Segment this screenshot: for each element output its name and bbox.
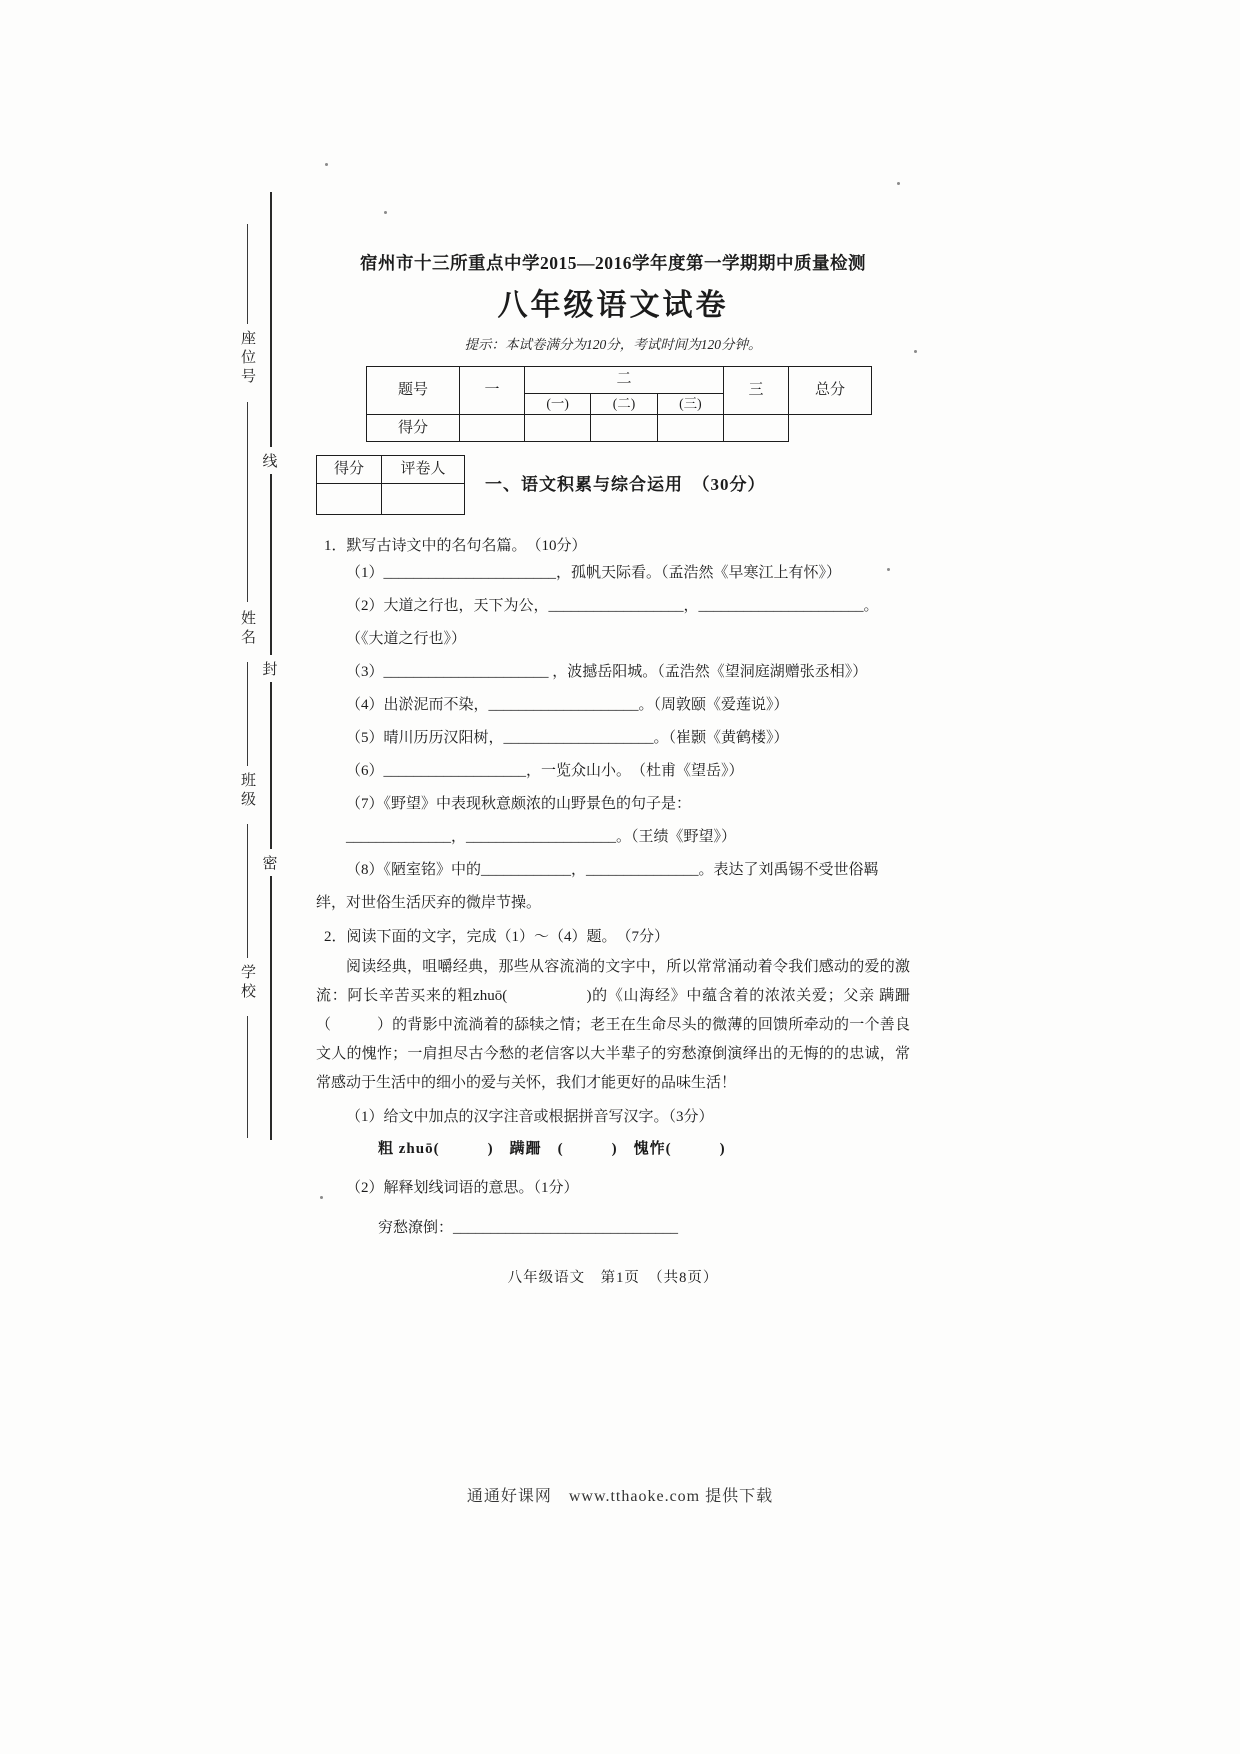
- score-cell: [591, 414, 657, 441]
- question1-line: （3）______________________ ，波撼岳阳城。（孟浩然《望洞庭湖赠张丞相》）: [346, 664, 868, 681]
- question1-stem: 1．默写古诗文中的名句名篇。 （10分）: [324, 537, 587, 554]
- scan-speckle: [897, 182, 900, 185]
- score-cell: [657, 414, 723, 441]
- score-row-label: 得分: [367, 414, 460, 441]
- exam-content: [316, 250, 910, 1290]
- grader-cell: [382, 483, 465, 514]
- score-col-question: 题号: [367, 366, 460, 414]
- score-cell: [525, 414, 591, 441]
- seal-char-feng: 封: [261, 655, 279, 682]
- grader-row: [316, 455, 910, 515]
- question1-line: （2）大道之行也，天下为公，__________________，______________________。: [346, 598, 879, 615]
- question2-sub2: （2）解释划线词语的意思。（1分）: [346, 1179, 579, 1196]
- question2-sub1: （1）给文中加点的汉字注音或根据拼音写汉字。（3分）: [346, 1108, 714, 1125]
- score-cell: [724, 414, 789, 441]
- page-number-footer: 八年级语文 第1页 （共8页）: [507, 1269, 719, 1286]
- name-fill-line: [247, 402, 248, 602]
- seat-number-label: 座位号: [239, 330, 255, 387]
- scan-speckle: [914, 350, 917, 353]
- grader-score-label: 得分: [317, 455, 382, 483]
- grader-score-cell: [317, 483, 382, 514]
- question1-line: 绊，对世俗生活厌弃的微岸节操。: [316, 895, 542, 912]
- scan-speckle: [325, 163, 328, 166]
- site-watermark: 通通好课网 www.tthaoke.com 提供下载: [466, 1488, 774, 1505]
- seal-char-mi: 密: [261, 849, 279, 876]
- question1-line: （1）_______________________，孤帆天际看。（孟浩然《早寒江上有怀》）: [346, 565, 842, 582]
- class-label: 班级: [239, 772, 255, 810]
- exam-header-title: 宿州市十三所重点中学2015—2016学年度第一学期期中质量检测: [360, 253, 866, 273]
- score-subcol-1: (一): [525, 393, 591, 414]
- score-col-three: 三: [724, 366, 789, 414]
- question2-stem: 2．阅读下面的文字，完成（1）～（4）题。 （7分）: [324, 929, 670, 946]
- idiom-answer-line: 穷愁潦倒：______________________________: [378, 1220, 679, 1237]
- score-summary-table: [366, 366, 872, 442]
- name-label: 姓名: [239, 610, 255, 648]
- question1-line: （7）《野望》中表现秋意颇浓的山野景色的句子是：: [346, 796, 692, 813]
- school-fill-line: [247, 824, 248, 958]
- exam-note: 提示：本试卷满分为120分，考试时间为120分钟。: [464, 337, 762, 353]
- grader-score-box: [316, 455, 465, 515]
- score-subcol-3: (三): [657, 393, 723, 414]
- question1-line: （4）出淤泥而不染，____________________。（周敦颐《爱莲说》）: [346, 697, 789, 714]
- question1-line: （5）晴川历历汉阳树，____________________。（崔颢《黄鹤楼》）: [346, 730, 789, 747]
- question1-line: （《大道之行也》）: [346, 631, 467, 648]
- class-fill-line: [247, 662, 248, 766]
- grader-label: 评卷人: [382, 455, 465, 483]
- question1-line: （6）___________________，一览众山小。 （杜甫《望岳》）: [346, 763, 744, 780]
- question1-line: （8）《陋室铭》中的____________，_______________。表达了刘禹锡不受世俗羁: [346, 862, 879, 879]
- section1-heading: 一、语文积累与综合运用 （30分）: [485, 475, 766, 494]
- score-subcol-2: (二): [591, 393, 657, 414]
- scan-speckle: [384, 211, 387, 214]
- question1-line: ______________，____________________。（王绩《野望》）: [346, 829, 737, 846]
- pinyin-answer-line: 粗 zhuō( ) 蹒跚 ( ) 愧怍( ): [378, 1141, 726, 1158]
- seat-number-fill-line: [247, 224, 248, 324]
- margin-fill-line: [247, 1016, 248, 1138]
- seal-char-xian: 线: [261, 447, 279, 474]
- school-label: 学校: [239, 964, 255, 1002]
- exam-title: 八年级语文试卷: [497, 289, 729, 323]
- score-col-total: 总分: [789, 366, 872, 414]
- score-cell: [460, 414, 525, 441]
- score-col-two: 二: [525, 366, 724, 393]
- reading-passage: 阅读经典，咀嚼经典，那些从容流淌的文字中，所以常常涌动着令我们感动的爱的激流：阿长辛苦买来的粗zhuō( )的《山海经》中蕴含着的浓浓关爱；父亲 蹒跚（ ）的背影中流淌着的舔犊之情；老王在生命尽头的微薄的回馈所牵动的一个善良文人的愧怍；一肩担尽古今愁的老信客以大半辈子的穷愁潦倒演绎出的无悔的的忠诚，常常感动于生活中的细小的爱与关怀，我们才能更好的品味生活！: [316, 958, 910, 1091]
- score-col-one: 一: [460, 366, 525, 414]
